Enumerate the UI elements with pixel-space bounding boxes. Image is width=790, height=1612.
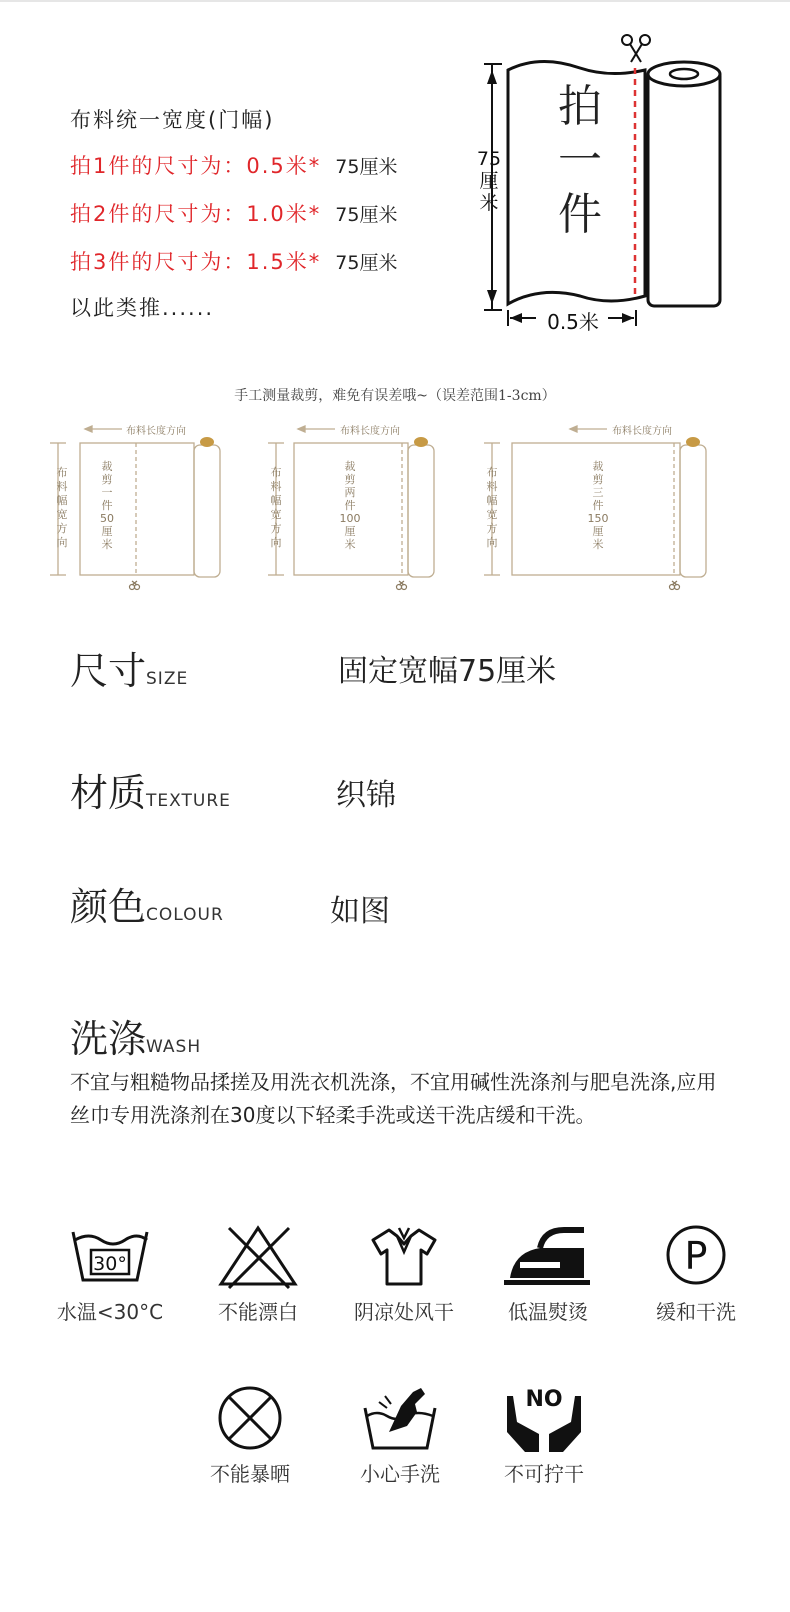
cut-char: 件: [592, 499, 604, 512]
cut-label-1: [94, 460, 120, 551]
width-char: 料: [56, 480, 68, 493]
length-direction-label: 布料长度方向: [126, 426, 186, 437]
size-line-text: 拍1件的尺寸为：0.5米*: [70, 154, 322, 178]
width-char: 方: [56, 522, 68, 535]
care-item: [180, 1382, 320, 1487]
length-direction-label: 布料长度方向: [612, 426, 672, 437]
cut-char: 裁: [344, 460, 356, 473]
roll-height-label: [474, 148, 504, 214]
intro-heading: 布料统一宽度(门幅): [70, 108, 275, 132]
cut-char: 米: [344, 538, 356, 551]
cut-char: 厘: [101, 525, 113, 538]
width-char: 方: [270, 522, 282, 535]
cut-char: 两: [344, 486, 356, 499]
intro-etc: 以此类推......: [70, 296, 215, 320]
no-bleach-icon: [213, 1222, 303, 1292]
care-label: 阴凉处风干: [354, 1300, 454, 1324]
width-char: 料: [486, 480, 498, 493]
dry-clean-letter: P: [684, 1234, 708, 1278]
scissors-icon: [622, 35, 650, 62]
wash-temp-text: 30°: [93, 1253, 127, 1275]
cut-char: 剪: [344, 473, 356, 486]
length-direction-label: 布料长度方向: [340, 426, 400, 437]
size-heading: [70, 640, 188, 695]
size-value: 固定宽幅75厘米: [338, 654, 557, 689]
cut-char: 150: [587, 512, 609, 525]
care-label: 小心手洗: [360, 1462, 440, 1486]
width-char: 宽: [486, 508, 498, 521]
colour-title-en: COLOUR: [146, 905, 224, 925]
cut-char: 剪: [592, 473, 604, 486]
colour-heading: [70, 876, 224, 931]
width-direction-label: [268, 466, 284, 550]
care-item: [40, 1222, 180, 1325]
roll-height-char: 75: [476, 148, 502, 170]
care-label: 不可拧干: [504, 1462, 584, 1486]
wash-instructions: 不宜与粗糙物品揉搓及用洗衣机洗涤，不宜用碱性洗涤剂与肥皂洗涤,应用丝巾专用洗涤剂在30度以下轻柔手洗或送干洗店缓和干洗。: [70, 1070, 717, 1127]
care-item: [626, 1222, 766, 1325]
no-wring-text: NO: [525, 1387, 563, 1412]
cut-char: 米: [101, 538, 113, 551]
cut-char: 50: [100, 512, 114, 525]
cut-char: 裁: [101, 460, 113, 473]
width-char: 向: [56, 536, 68, 549]
roll-big-text: [550, 80, 610, 242]
wash-30-icon: [65, 1222, 155, 1292]
no-wring-icon: [499, 1382, 589, 1454]
care-label: 低温熨烫: [508, 1300, 588, 1324]
roll-char: 一: [558, 135, 602, 186]
wash-title-en: WASH: [146, 1037, 202, 1057]
width-char: 料: [270, 480, 282, 493]
measure-note: 手工测量裁剪，难免有误差哦~（误差范围1-3cm）: [234, 388, 556, 404]
care-label: 缓和干洗: [656, 1300, 736, 1324]
cut-char: 100: [339, 512, 361, 525]
width-char: 方: [486, 522, 498, 535]
roll-char: 拍: [558, 81, 602, 132]
size-title-en: SIZE: [146, 669, 189, 689]
width-char: 幅: [56, 494, 68, 507]
width-char: 布: [270, 466, 282, 479]
care-item: [474, 1382, 614, 1487]
width-char: 幅: [486, 494, 498, 507]
size-line-1: [70, 150, 397, 180]
no-sun-icon: [205, 1382, 295, 1454]
size-line-text: 拍2件的尺寸为：1.0米*: [70, 202, 322, 226]
cut-char: 件: [344, 499, 356, 512]
dry-clean-icon: [651, 1222, 741, 1292]
texture-title-en: TEXTURE: [146, 791, 231, 811]
care-item: [188, 1222, 328, 1325]
care-label: 水温<30°C: [56, 1300, 164, 1324]
roll-char: 件: [558, 189, 602, 240]
low-iron-icon: [500, 1222, 596, 1292]
size-line-dim: 75厘米: [335, 252, 398, 274]
width-char: 向: [486, 536, 498, 549]
care-item: [478, 1222, 618, 1325]
care-item: [334, 1222, 474, 1325]
size-line-2: [70, 198, 397, 228]
width-direction-label: [484, 466, 500, 550]
scissors-icon: [130, 581, 680, 590]
roll-height-char: 厘: [479, 170, 499, 192]
care-label: 不能暴晒: [210, 1462, 290, 1486]
top-divider: [0, 0, 790, 2]
wash-title: 洗涤: [70, 1017, 147, 1061]
roll-width-label: 0.5米: [547, 310, 599, 334]
texture-title: 材质: [70, 771, 147, 815]
width-char: 布: [486, 466, 498, 479]
texture-heading: [70, 762, 231, 817]
care-label: 不能漂白: [218, 1300, 298, 1324]
colour-title: 颜色: [70, 885, 147, 929]
cut-label-2: [336, 460, 364, 551]
width-char: 幅: [270, 494, 282, 507]
texture-value: 织锦: [336, 778, 396, 813]
roll-height-char: 米: [479, 192, 499, 214]
cut-char: 裁: [592, 460, 604, 473]
cut-char: 米: [592, 538, 604, 551]
size-line-dim: 75厘米: [335, 204, 398, 226]
cut-label-3: [584, 460, 612, 551]
cut-char: 件: [101, 499, 113, 512]
cut-char: 剪: [101, 473, 113, 486]
cut-char: 三: [592, 486, 604, 499]
width-direction-label: [54, 466, 70, 550]
width-char: 向: [270, 536, 282, 549]
shade-dry-icon: [359, 1222, 449, 1292]
size-line-3: [70, 246, 397, 276]
cut-char: 厘: [592, 525, 604, 538]
cut-char: 厘: [344, 525, 356, 538]
cut-char: 一: [101, 486, 113, 499]
size-title: 尺寸: [70, 649, 147, 693]
care-item: [330, 1382, 470, 1487]
width-char: 布: [56, 466, 68, 479]
hand-wash-icon: [355, 1382, 445, 1454]
size-line-text: 拍3件的尺寸为：1.5米*: [70, 250, 322, 274]
width-char: 宽: [56, 508, 68, 521]
colour-value: 如图: [330, 894, 390, 929]
size-line-dim: 75厘米: [335, 156, 398, 178]
wash-heading: [70, 1008, 201, 1063]
width-char: 宽: [270, 508, 282, 521]
